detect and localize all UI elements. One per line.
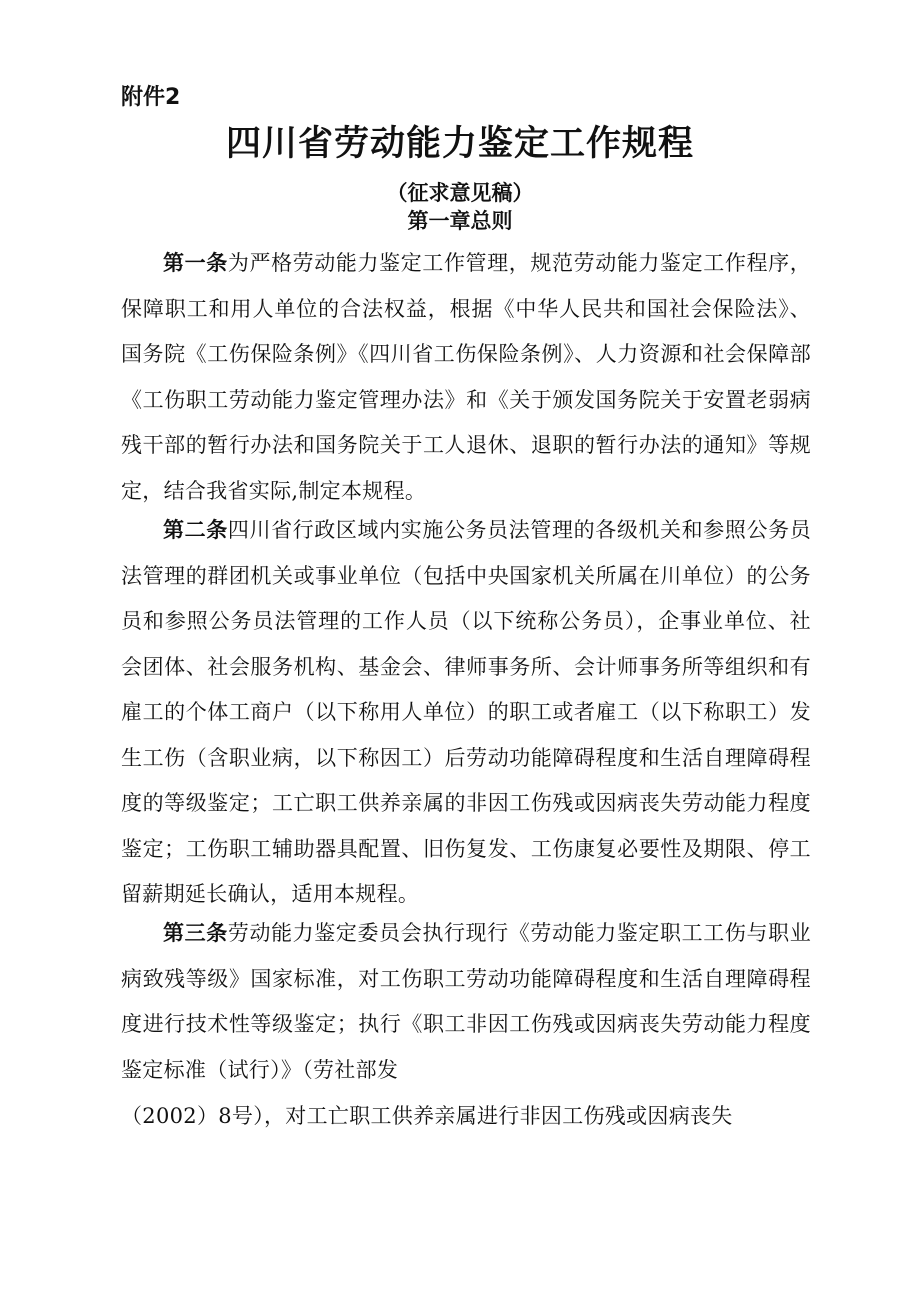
article-3-text: 劳动能力鉴定委员会执行现行《劳动能力鉴定职工工伤与职业病致残等级》国家标准，对工伤职工劳动功能障碍程度和生活自理障碍程度进行技术性等级鉴定；执行《职工非因工伤残或因病丧失劳动能力程度鉴定标准（试行）》（劳社部发	[121, 921, 811, 1082]
article-2-text: 四川省行政区域内实施公务员法管理的各级机关和参照公务员法管理的群团机关或事业单位（包括中央国家机关所属在川单位）的公务员和参照公务员法管理的工作人员（以下统称公务员），企事业单位、社会团体、社会服务机构、基金会、律师事务所、会计师事务所等组织和有雇工的个体工商户（以下称用人单位）的职工或者雇工（以下称职工）发生工伤（含职业病，以下称因工）后劳动功能障碍程度和生活自理障碍程度的等级鉴定；工亡职工供养亲属的非因工伤残或因病丧失劳动能力程度鉴定；工伤职工辅助器具配置、旧伤复发、工伤康复必要性及期限、停工留薪期延长确认，适用本规程。	[121, 518, 811, 906]
article-2	[121, 508, 811, 918]
document-subtitle: （征求意见稿）	[386, 181, 534, 205]
article-1-text: 为严格劳动能力鉴定工作管理，规范劳动能力鉴定工作程序，保障职工和用人单位的合法权益，根据《中华人民共和国社会保险法》、国务院《工伤保险条例》《四川省工伤保险条例》、人力资源和社会保障部《工伤职工劳动能力鉴定管理办法》和《关于颁发国务院关于安置老弱病残干部的暂行办法和国务院关于工人退休、退职的暂行办法的通知》等规定，结合我省实际,制定本规程。	[121, 251, 811, 503]
article-3	[121, 911, 811, 1093]
article-1	[121, 241, 811, 514]
article-1-label: 第一条	[163, 251, 228, 275]
document-title: 四川省劳动能力鉴定工作规程	[225, 124, 694, 164]
attachment-label: 附件2	[121, 85, 181, 110]
article-2-label: 第二条	[163, 518, 228, 542]
article-3-label: 第三条	[163, 921, 228, 945]
chapter-heading: 第一章总则	[407, 209, 513, 233]
article-3-continuation: （2002）8号），对工亡职工供养亲属进行非因工伤残或因病丧失	[121, 1104, 733, 1128]
